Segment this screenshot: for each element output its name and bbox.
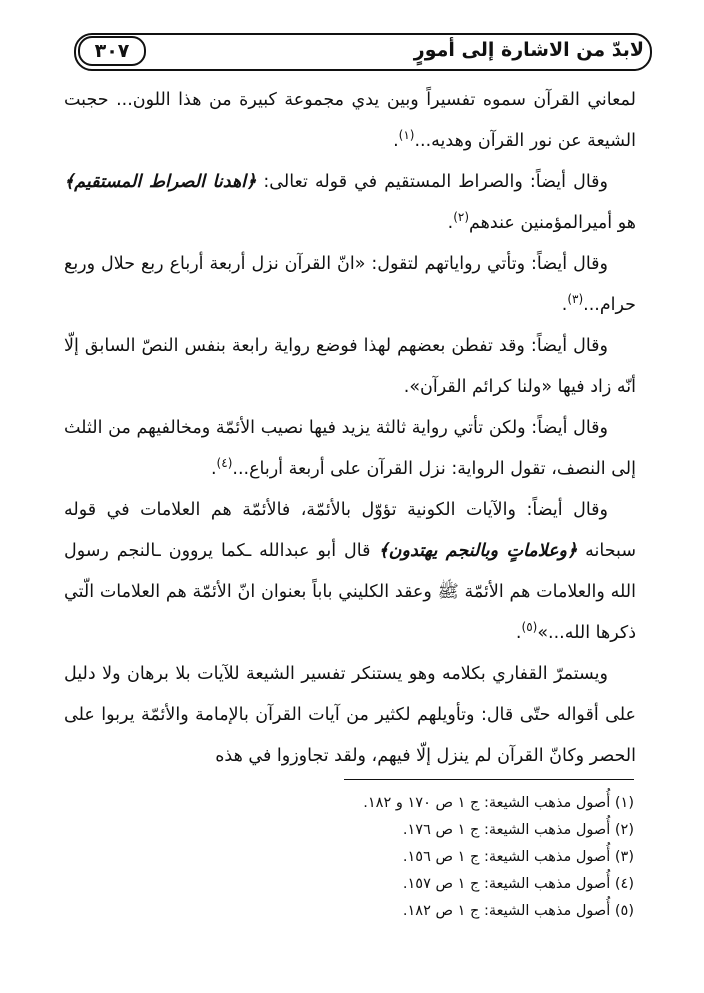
paragraph-5: وقال أيضاً: ولكن تأتي رواية ثالثة يزيد فيها نصيب الأئمّة ومخالفيهم من الثلث إلى النصف، تقول الرواية: نزل القرآن على أربعة أرباع...$^{(٤)}$. xyxy=(64,418,636,479)
footnote-ref-4[interactable]: (٤) xyxy=(216,456,233,471)
paragraph-text: هو أميرالمؤمنين عندهم xyxy=(469,213,636,233)
footnote-5: (٥) أُصول مذهب الشيعة: ج ١ ص ١٨٢. xyxy=(402,903,634,919)
paragraph-2: وقال أيضاً: والصراط المستقيم في قوله تعالى: ﴿اهدنا الصراط المستقيم﴾ هو أميرالمؤمنين عندهم$^{(٢)}$. xyxy=(64,172,636,233)
footnote-4: (٤) أُصول مذهب الشيعة: ج ١ ص ١٥٧. xyxy=(402,876,634,892)
quran-verse: ﴿اهدنا الصراط المستقيم﴾ xyxy=(64,172,257,192)
footnote-ref-2[interactable]: (٢) xyxy=(453,210,470,225)
paragraph-text: ويستمرّ القفاري بكلامه وهو يستنكر تفسير الشيعة للآيات بلا برهان ولا دليل على أقواله حتّى قال: وتأويلهم لكثير من آيات القرآن بالإمامة والأئمّة يربوا على الحصر وكانّ القرآن لم ينزل إلّا فيهم، ولقد تجاوزوا في هذه xyxy=(64,664,636,766)
paragraph-text: وقال أيضاً: وتأتي رواياتهم لتقول: «انّ القرآن نزل أربعة أرباع ربع حلال وربع حرام... xyxy=(64,254,636,315)
paragraph-4 xyxy=(64,326,636,408)
footnote-2: (٢) أُصول مذهب الشيعة: ج ١ ص ١٧٦. xyxy=(402,822,634,838)
footnote-ref-3[interactable]: (٣) xyxy=(567,292,584,307)
running-title: لابدّ من الاشارة إلى أمورٍ xyxy=(413,39,644,61)
paragraph-text: قال أبو عبدالله ـكما يروون ـالنجم رسول الله والعلامات هم الأئمّة ﷺ وعقد الكليني باباً بعنوان انّ الأئمّة هم العلامات الّتي ذكرها الله...» xyxy=(64,541,636,643)
paragraph-text: وقال أيضاً: وقد تفطن بعضهم لهذا فوضع رواية رابعة بنفس النصّ السابق إلّا أنّه زاد فيها «ولنا كرائم القرآن». xyxy=(64,336,636,397)
main-text xyxy=(64,80,636,777)
footnote-ref-1[interactable]: (١) xyxy=(398,128,415,143)
paragraph-text: لمعاني القرآن سموه تفسيراً وبين يدي مجموعة كبيرة من هذا اللون... حجبت الشيعة عن نور القرآن وهديه... xyxy=(64,90,636,151)
paragraph-6: وقال أيضاً: والآيات الكونية تؤوّل بالأئمّة، فالأئمّة هم العلامات في قوله سبحانه ﴿وعلاماتٍ وبالنجم يهتدون﴾ قال أبو عبدالله ـكما يروون ـالنجم رسول الله والعلامات هم الأئمّة ﷺ وعقد الكليني باباً بعنوان انّ الأئمّة هم العلامات الّتي ذكرها الله...»$^{(٥)}$. xyxy=(64,500,637,643)
paragraph-text: وقال أيضاً: ولكن تأتي رواية ثالثة يزيد فيها نصيب الأئمّة ومخالفيهم من الثلث إلى النصف، تقول الرواية: نزل القرآن على أربعة أرباع... xyxy=(64,418,636,479)
paragraph-text: وقال أيضاً: والآيات الكونية تؤوّل بالأئمّة، فالأئمّة هم العلامات في قوله سبحانه xyxy=(64,500,637,561)
footnote-3: (٣) أُصول مذهب الشيعة: ج ١ ص ١٥٦. xyxy=(402,849,634,865)
paragraph-3: وقال أيضاً: وتأتي رواياتهم لتقول: «انّ القرآن نزل أربعة أرباع ربع حلال وربع حرام...$^{(٣)}$. xyxy=(64,254,636,315)
footnote-separator xyxy=(344,779,634,780)
paragraph-7 xyxy=(64,654,636,777)
footnote-1: (١) أُصول مذهب الشيعة: ج ١ ص ١٧٠ و ١٨٢. xyxy=(363,795,634,811)
quran-verse: ﴿وعلاماتٍ وبالنجم يهتدون﴾ xyxy=(378,541,578,561)
paragraph-1: لمعاني القرآن سموه تفسيراً وبين يدي مجموعة كبيرة من هذا اللون... حجبت الشيعة عن نور القرآن وهديه...$^{(١)}$. xyxy=(64,90,636,151)
page-number: ٣٠٧ xyxy=(78,36,146,66)
footnote-ref-5[interactable]: (٥) xyxy=(521,620,538,635)
paragraph-text: وقال أيضاً: والصراط المستقيم في قوله تعالى: xyxy=(256,172,608,192)
footnotes xyxy=(320,790,634,925)
